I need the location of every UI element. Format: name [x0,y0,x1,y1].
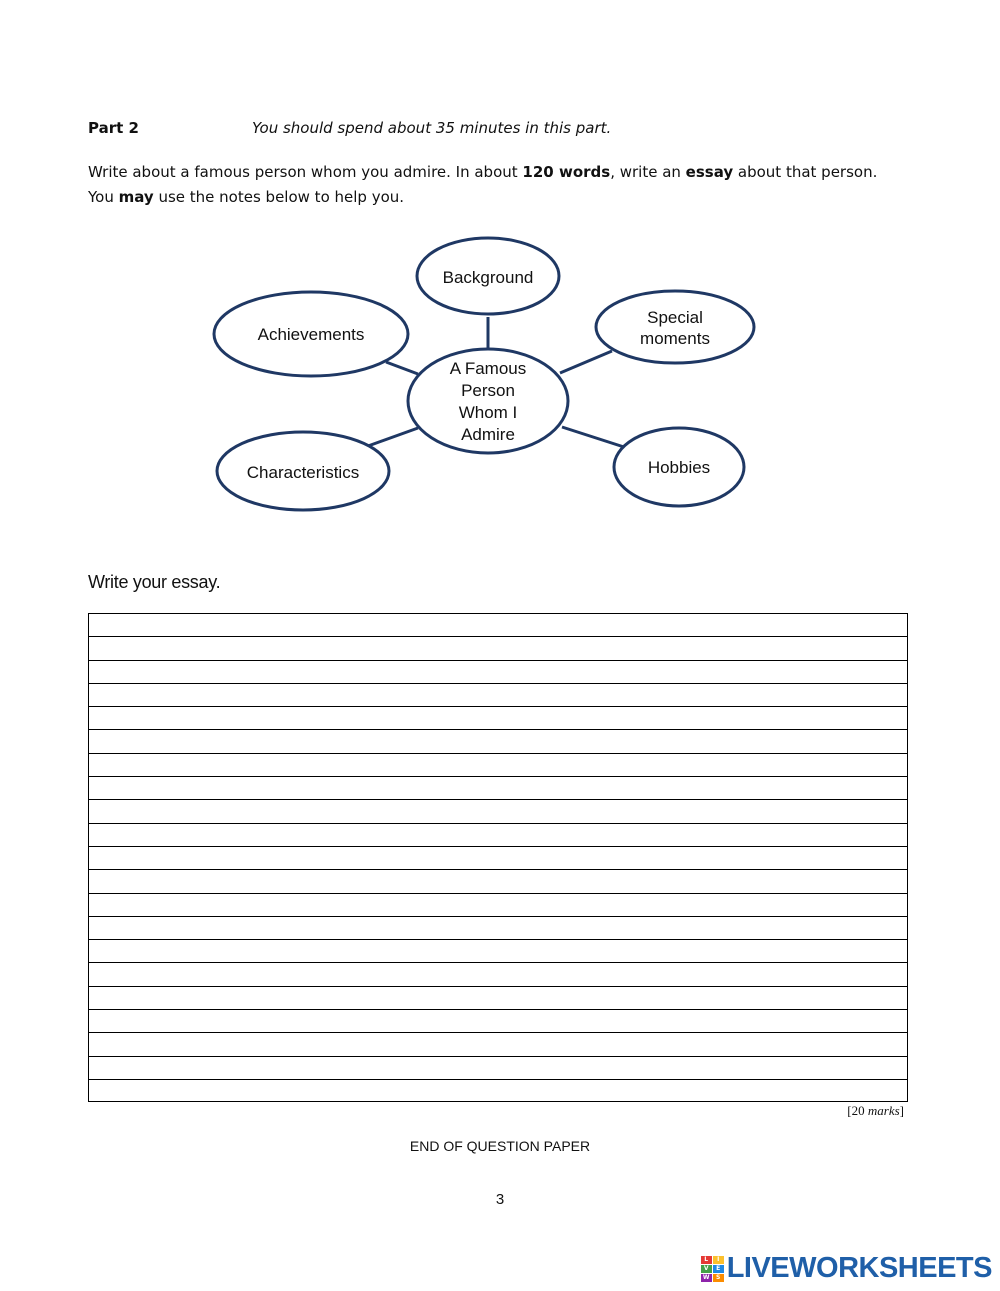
brand-name: LIVEWORKSHEETS [726,1252,992,1284]
label-center-1: A Famous [449,359,527,378]
instruction-text: use the notes below to help you. [153,188,405,206]
label-background: Background [442,268,534,287]
marks-value: [20 [847,1103,868,1118]
essay-line[interactable] [89,917,907,940]
essay-line[interactable] [89,1080,907,1103]
essay-line[interactable] [89,824,907,847]
brand-logo-tile: E [713,1265,724,1273]
page-number: 3 [495,1191,505,1208]
essay-line[interactable] [89,987,907,1010]
essay-line[interactable] [89,963,907,986]
essay-keyword: essay [685,163,734,181]
connector-characteristics [368,428,418,446]
essay-line[interactable] [89,637,907,660]
word-count: 120 words [522,163,611,181]
connector-special [560,351,612,373]
essay-line[interactable] [89,754,907,777]
mind-map-diagram [0,0,1000,560]
part-label: Part 2 [88,119,139,137]
instruction-text: , write an [610,163,686,181]
connector-achievements [386,362,418,374]
label-hobbies: Hobbies [647,458,711,477]
brand-logo-tile: W [701,1274,712,1282]
essay-line[interactable] [89,684,907,707]
essay-line[interactable] [89,707,907,730]
end-of-paper: END OF QUESTION PAPER [409,1138,591,1154]
label-center-4: Admire [461,425,515,444]
brand-logo-tile: I [713,1256,724,1264]
essay-heading: Write your essay. [88,572,221,592]
liveworksheets-brand[interactable] [701,1252,992,1285]
marks-word: marks [867,1103,900,1118]
essay-line[interactable] [89,870,907,893]
essay-line[interactable] [89,847,907,870]
instruction-text: about that person. [733,163,878,181]
essay-line[interactable] [89,614,907,637]
label-center-3: Whom I [458,403,518,422]
brand-logo-tile: V [701,1265,712,1273]
brand-logo-tile: S [713,1274,724,1282]
instruction-text: You [88,188,119,206]
essay-line[interactable] [89,661,907,684]
marks-label [847,1103,904,1119]
essay-line[interactable] [89,1033,907,1056]
label-moments: moments [640,329,710,348]
may-keyword: may [118,188,154,206]
essay-line[interactable] [89,730,907,753]
label-special: Special [647,308,703,327]
essay-line[interactable] [89,894,907,917]
brand-logo-icon [701,1256,724,1282]
brand-logo-tile: L [701,1256,712,1264]
node-special-moments [596,291,754,363]
label-characteristics: Characteristics [246,463,360,482]
essay-writing-area[interactable] [88,613,908,1102]
label-achievements: Achievements [257,325,365,344]
time-note: You should spend about 35 minutes in this part. [252,119,612,137]
marks-close: ] [899,1103,904,1118]
instruction-text: Write about a famous person whom you admire. In about [88,163,523,181]
connector-hobbies [562,427,624,447]
essay-line[interactable] [89,800,907,823]
label-center-2: Person [461,381,515,400]
essay-line[interactable] [89,777,907,800]
essay-line[interactable] [89,1010,907,1033]
essay-line[interactable] [89,940,907,963]
essay-line[interactable] [89,1057,907,1080]
